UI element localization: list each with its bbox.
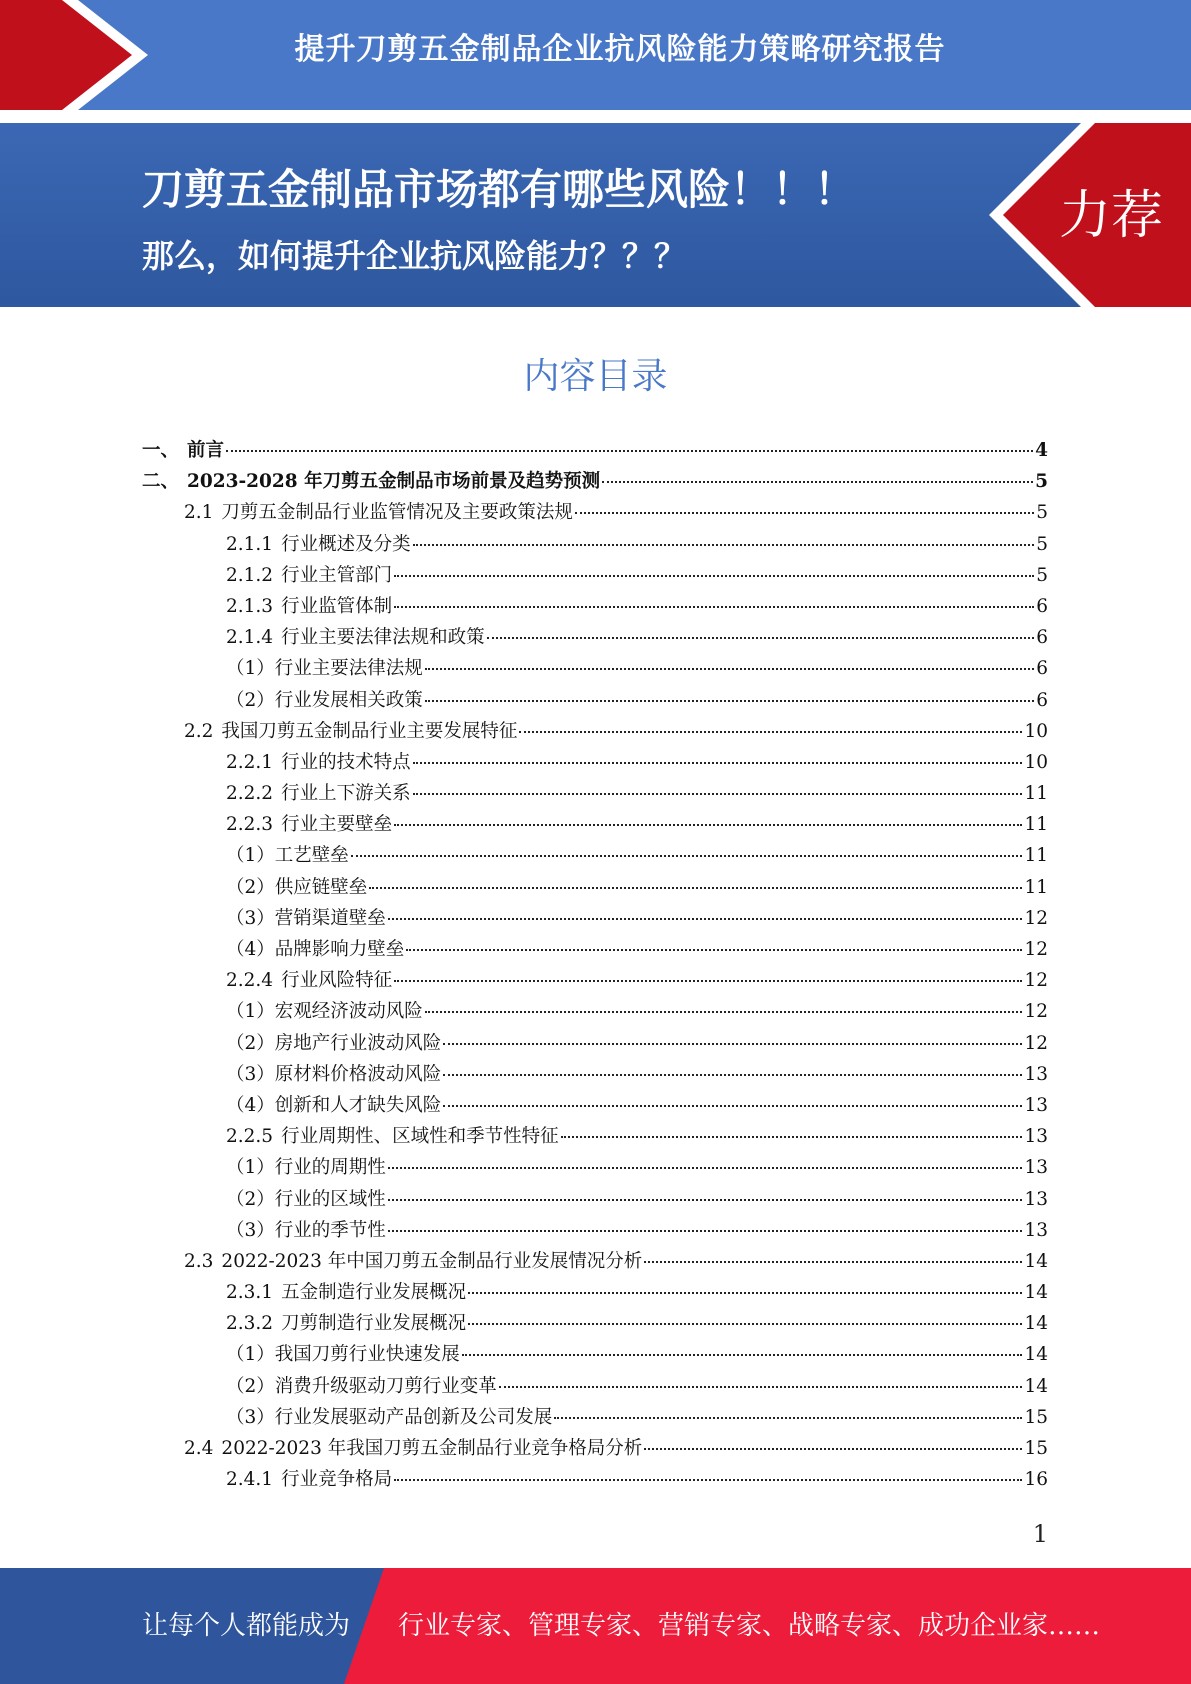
toc-entry-page: 14: [1024, 1344, 1048, 1366]
toc-heading: 内容目录: [523, 356, 668, 397]
toc-entry-title: 行业监管体制: [281, 595, 393, 617]
toc-leader-dots: [561, 1136, 1023, 1138]
toc-entry-number: 2.1.4: [226, 627, 274, 649]
toc-leader-dots: [462, 1354, 1023, 1356]
toc-entry-number: 2.2.3: [226, 814, 274, 836]
toc-entry-title: 行业主要壁垒: [281, 814, 393, 836]
toc-entry-page: 4: [1035, 440, 1048, 461]
toc-entry[interactable]: [142, 498, 1048, 529]
toc-entry[interactable]: [142, 1465, 1048, 1496]
report-title: 提升刀剪五金制品企业抗风险能力策略研究报告: [294, 32, 946, 67]
toc-leader-dots: [644, 1261, 1022, 1263]
toc-leader-dots: [394, 980, 1022, 982]
top-banner: [0, 0, 1191, 110]
toc-leader-dots: [425, 700, 1034, 702]
toc-leader-dots: [351, 855, 1023, 857]
toc-leader-dots: [226, 450, 1033, 452]
toc-leader-dots: [394, 1479, 1022, 1481]
toc-entry-page: 15: [1024, 1406, 1048, 1428]
toc-entry-title: 前言: [187, 440, 225, 461]
toc-entry-page: 6: [1036, 658, 1048, 680]
toc-entry[interactable]: [142, 1216, 1048, 1247]
toc-entry-page: 13: [1024, 1126, 1048, 1148]
toc-entry-title: （1）宏观经济波动风险: [226, 1001, 423, 1023]
page-number: 1: [1032, 1520, 1048, 1548]
toc-entry-title: 2022-2023 年我国刀剪五金制品行业竞争格局分析: [221, 1438, 643, 1459]
toc-entry[interactable]: [142, 748, 1048, 779]
toc-entry-title: 行业竞争格局: [281, 1469, 393, 1491]
toc-entry[interactable]: [142, 1029, 1048, 1060]
toc-entry-page: 12: [1024, 1032, 1048, 1054]
toc-entry[interactable]: [142, 592, 1048, 623]
toc-leader-dots: [369, 887, 1022, 889]
hero-subheadline: 那么，如何提升企业抗风险能力？？？: [142, 237, 687, 275]
toc-entry-number: 2.3.1: [226, 1282, 274, 1304]
toc-entry-page: 12: [1024, 970, 1048, 992]
toc-entry-page: 13: [1024, 1094, 1048, 1116]
toc-entry[interactable]: [142, 561, 1048, 592]
toc-entry-page: 10: [1024, 751, 1048, 773]
toc-entry[interactable]: [142, 686, 1048, 717]
toc-entry-number: 2.4.1: [226, 1469, 274, 1491]
toc-entry-page: 12: [1024, 907, 1048, 929]
toc-entry-page: 13: [1024, 1188, 1048, 1210]
toc-entry[interactable]: [142, 467, 1048, 498]
toc-leader-dots: [425, 668, 1034, 670]
toc-entry-page: 15: [1024, 1438, 1048, 1459]
toc-entry-page: 5: [1036, 564, 1048, 586]
toc-entry-number: 2.1.2: [226, 564, 274, 586]
toc-leader-dots: [425, 1011, 1023, 1013]
toc-entry-number: 2.2.2: [226, 783, 274, 805]
toc-entry[interactable]: [142, 1122, 1048, 1153]
toc-entry-title: （2）消费升级驱动刀剪行业变革: [226, 1375, 497, 1397]
toc-leader-dots: [406, 949, 1022, 951]
toc-entry-title: （2）房地产行业波动风险: [226, 1032, 442, 1054]
toc-leader-dots: [468, 1323, 1022, 1325]
toc-entry-page: 14: [1024, 1375, 1048, 1397]
toc-leader-dots: [519, 731, 1022, 733]
toc-entry-title: （2）行业发展相关政策: [226, 689, 423, 711]
toc-entry[interactable]: [142, 1060, 1048, 1091]
toc-entry-page: 14: [1024, 1282, 1048, 1304]
toc-entry-title: （1）行业的周期性: [226, 1157, 386, 1179]
toc-entry-title: 行业上下游关系: [281, 783, 411, 805]
toc-entry-title: （2）供应链壁垒: [226, 876, 368, 898]
toc-entry-page: 6: [1036, 627, 1048, 649]
toc-leader-dots: [443, 1043, 1022, 1045]
toc-leader-dots: [468, 1292, 1022, 1294]
toc-entry-number: 2.1.3: [226, 595, 274, 617]
toc-entry[interactable]: [142, 966, 1048, 997]
toc-entry-title: （4）品牌影响力壁垒: [226, 939, 405, 960]
toc-entry-page: 6: [1036, 595, 1048, 617]
toc-entry-page: 11: [1024, 876, 1048, 898]
toc-entry-title: （1）行业主要法律法规: [226, 658, 423, 680]
toc-entry-number: 一、: [142, 440, 180, 461]
toc-entry[interactable]: [142, 779, 1048, 810]
toc-entry-number: 2.2: [184, 720, 214, 742]
toc-entry-page: 12: [1024, 939, 1048, 960]
toc-entry-title: 五金制造行业发展概况: [281, 1282, 467, 1304]
toc-leader-dots: [644, 1448, 1022, 1450]
toc-entry-page: 14: [1024, 1250, 1048, 1272]
toc-entry[interactable]: [142, 1372, 1048, 1403]
footer-slogan-right: 行业专家、管理专家、营销专家、战略专家、成功企业家……: [398, 1611, 1101, 1641]
recommend-badge-text: 力荐: [1058, 186, 1163, 246]
banner-divider: [0, 110, 1191, 123]
toc-leader-dots: [443, 1105, 1022, 1107]
toc-leader-dots: [394, 606, 1034, 608]
toc-entry-page: 5: [1036, 533, 1048, 555]
toc-entry[interactable]: [142, 1185, 1048, 1216]
toc-entry-title: （4）创新和人才缺失风险: [226, 1094, 442, 1116]
toc-entry-number: 2.4: [184, 1438, 214, 1459]
toc-leader-dots: [388, 1230, 1023, 1232]
toc-entry[interactable]: [142, 873, 1048, 904]
toc-entry-title: 我国刀剪五金制品行业主要发展特征: [221, 720, 518, 742]
toc-entry[interactable]: [142, 717, 1048, 748]
toc-entry-title: （3）行业的季节性: [226, 1219, 386, 1241]
toc-entry[interactable]: [142, 841, 1048, 872]
toc-entry[interactable]: [142, 997, 1048, 1028]
toc-entry[interactable]: [142, 623, 1048, 654]
toc-entry-title: 行业概述及分类: [281, 533, 411, 555]
toc-entry-number: 2.2.1: [226, 751, 274, 773]
toc-leader-dots: [394, 824, 1022, 826]
hero-banner: [0, 123, 1191, 307]
toc-entry-title: 刀剪五金制品行业监管情况及主要政策法规: [221, 502, 573, 524]
toc-leader-dots: [499, 1386, 1023, 1388]
toc-entry-page: 13: [1024, 1219, 1048, 1241]
toc-entry-page: 14: [1024, 1313, 1048, 1335]
toc-entry-number: 2.1.1: [226, 533, 274, 555]
toc-entry-title: 2023-2028 年刀剪五金制品市场前景及趋势预测: [187, 471, 601, 493]
toc-leader-dots: [394, 575, 1034, 577]
toc-entry[interactable]: [142, 1278, 1048, 1309]
toc-entry[interactable]: [142, 1309, 1048, 1340]
toc-entry-title: （1）我国刀剪行业快速发展: [226, 1344, 460, 1366]
toc-entry-title: 2022-2023 年中国刀剪五金制品行业发展情况分析: [221, 1250, 643, 1272]
toc-entry-title: （3）行业发展驱动产品创新及公司发展: [226, 1406, 553, 1428]
toc-entry[interactable]: [142, 1434, 1048, 1465]
toc-entry-page: 11: [1024, 845, 1048, 867]
toc-leader-dots: [443, 1074, 1022, 1076]
toc-entry-page: 5: [1035, 471, 1048, 493]
toc-entry-number: 2.2.5: [226, 1126, 274, 1148]
toc-entry-number: 2.2.4: [226, 970, 274, 992]
table-of-contents: [142, 436, 1048, 1496]
toc-entry-title: 行业风险特征: [281, 970, 393, 992]
toc-entry-title: （1）工艺壁垒: [226, 845, 349, 867]
toc-entry[interactable]: [142, 810, 1048, 841]
toc-entry[interactable]: [142, 530, 1048, 561]
toc-entry-page: 11: [1024, 814, 1048, 836]
red-chevron-decoration: [0, 0, 150, 110]
toc-entry-number: 二、: [142, 471, 180, 493]
toc-entry[interactable]: [142, 1403, 1048, 1434]
toc-leader-dots: [575, 512, 1034, 514]
toc-entry-page: 6: [1036, 689, 1048, 711]
toc-leader-dots: [413, 793, 1023, 795]
toc-leader-dots: [388, 918, 1023, 920]
toc-entry-title: 行业周期性、区域性和季节性特征: [281, 1126, 559, 1148]
toc-leader-dots: [602, 481, 1033, 483]
footer-banner: [0, 1568, 1191, 1684]
toc-leader-dots: [388, 1167, 1023, 1169]
toc-leader-dots: [554, 1417, 1022, 1419]
toc-entry[interactable]: [142, 1247, 1048, 1278]
toc-entry[interactable]: [142, 654, 1048, 685]
toc-leader-dots: [388, 1199, 1023, 1201]
toc-entry-number: 2.3: [184, 1250, 214, 1272]
toc-entry[interactable]: [142, 935, 1048, 966]
toc-entry-title: 行业主要法律法规和政策: [281, 627, 485, 649]
toc-entry[interactable]: [142, 436, 1048, 467]
toc-entry[interactable]: [142, 904, 1048, 935]
toc-entry-title: 行业主管部门: [281, 564, 393, 586]
toc-entry-title: （3）营销渠道壁垒: [226, 907, 386, 929]
toc-entry[interactable]: [142, 1153, 1048, 1184]
toc-leader-dots: [413, 762, 1023, 764]
toc-entry-page: 12: [1024, 1001, 1048, 1023]
toc-entry-page: 5: [1036, 502, 1048, 524]
toc-entry-page: 10: [1024, 720, 1048, 742]
toc-entry[interactable]: [142, 1091, 1048, 1122]
toc-entry-title: （2）行业的区域性: [226, 1188, 386, 1210]
toc-entry-page: 11: [1024, 783, 1048, 805]
hero-headline: 刀剪五金制品市场都有哪些风险！！！: [142, 165, 857, 214]
toc-entry[interactable]: [142, 1340, 1048, 1371]
toc-entry-title: 刀剪制造行业发展概况: [281, 1313, 467, 1335]
toc-leader-dots: [413, 544, 1035, 546]
toc-entry-title: 行业的技术特点: [281, 751, 411, 773]
footer-slogan-left: 让每个人都能成为: [142, 1611, 351, 1641]
toc-entry-number: 2.1: [184, 502, 214, 524]
toc-leader-dots: [487, 637, 1035, 639]
toc-entry-number: 2.3.2: [226, 1313, 274, 1335]
toc-entry-title: （3）原材料价格波动风险: [226, 1063, 442, 1085]
toc-entry-page: 16: [1024, 1469, 1048, 1491]
toc-entry-page: 13: [1024, 1157, 1048, 1179]
toc-entry-page: 13: [1024, 1063, 1048, 1085]
